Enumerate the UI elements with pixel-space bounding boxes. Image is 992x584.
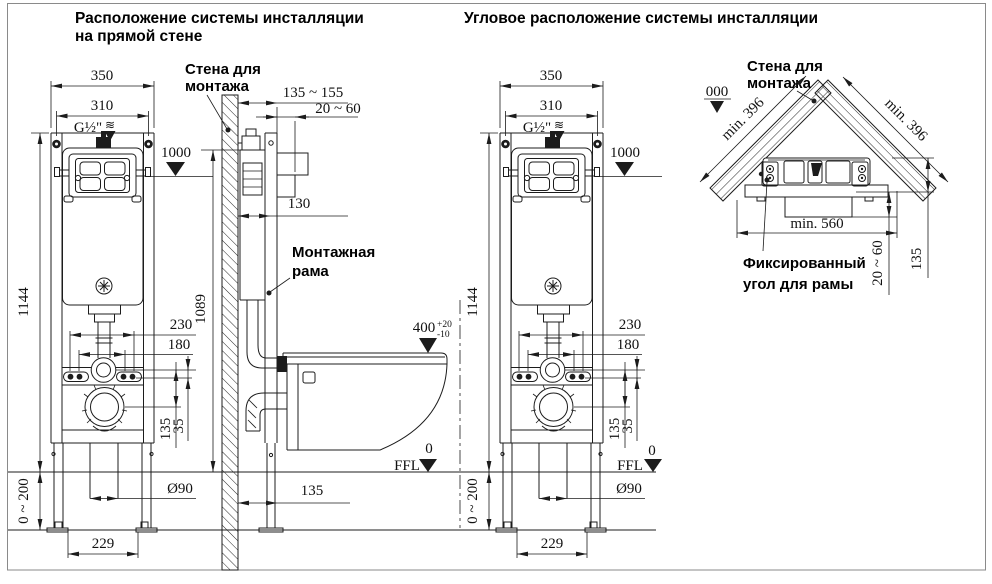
dim-230: 230 bbox=[169, 317, 193, 333]
dim-35: 35 bbox=[171, 418, 187, 434]
title-corner: Угловое расположение системы инсталляции bbox=[464, 10, 819, 27]
dim-135-floor: 135 bbox=[300, 483, 324, 499]
dim-drain-90: Ø90 bbox=[167, 481, 193, 497]
dim-350: 350 bbox=[539, 68, 563, 84]
dim-min-396-right: min. 396 bbox=[881, 95, 931, 145]
ffl-label: FFL bbox=[617, 458, 643, 474]
label-corner-wall-line2: монтажа bbox=[747, 75, 811, 92]
label-wall-line1: Стена для bbox=[185, 61, 261, 78]
title-straight-wall-line1: Расположение системы инсталляции bbox=[75, 10, 364, 27]
label-corner-wall-line1: Стена для bbox=[747, 58, 823, 75]
mounting-wall bbox=[222, 95, 238, 570]
label-wall-line2: монтажа bbox=[185, 78, 249, 95]
water-supply-icon: ≋ bbox=[553, 118, 565, 132]
dim-min-560: min. 560 bbox=[790, 216, 844, 232]
dim-1000: 1000 bbox=[610, 145, 640, 161]
dim-min-396-left: min. 396 bbox=[718, 94, 768, 144]
label-frame-line1: Монтажная bbox=[292, 244, 376, 261]
side-view bbox=[185, 61, 460, 570]
water-supply-icon: ≋ bbox=[104, 118, 116, 132]
dim-cladding: 20 ~ 60 bbox=[315, 101, 361, 117]
dim-thread: G½" bbox=[522, 120, 552, 136]
label-frame-line2: рама bbox=[292, 263, 329, 280]
title-straight-wall-line2: на прямой стене bbox=[75, 28, 203, 45]
dim-230: 230 bbox=[618, 317, 642, 333]
dim-bowl-tol-minus: -10 bbox=[437, 330, 450, 340]
dim-35: 35 bbox=[620, 418, 636, 434]
dim-corner-cladding: 20 ~ 60 bbox=[870, 240, 886, 286]
dim-180: 180 bbox=[167, 337, 191, 353]
label-fixed-corner-line2: угол для рамы bbox=[743, 276, 854, 293]
front-view-left bbox=[16, 68, 213, 558]
ffl-zero: 0 bbox=[648, 443, 656, 459]
dim-1144: 1144 bbox=[465, 287, 481, 317]
dim-310: 310 bbox=[90, 98, 114, 114]
dim-bowl-tol-plus: +20 bbox=[437, 320, 452, 330]
dim-130: 130 bbox=[287, 196, 311, 212]
dim-1000: 1000 bbox=[161, 145, 191, 161]
datum-000: 000 bbox=[705, 84, 729, 100]
dim-drain-90: Ø90 bbox=[616, 481, 642, 497]
floor-lines bbox=[8, 472, 656, 530]
label-fixed-corner-line1: Фиксированный bbox=[743, 255, 866, 272]
dim-310: 310 bbox=[539, 98, 563, 114]
dim-bowl-height: 400 bbox=[412, 320, 436, 336]
dim-229: 229 bbox=[540, 536, 564, 552]
dim-feet-range: 0 ~ 200 bbox=[16, 478, 32, 524]
ffl-label: FFL bbox=[394, 458, 420, 474]
dim-depth-range: 135 ~ 155 bbox=[282, 85, 344, 101]
dim-feet-range: 0 ~ 200 bbox=[465, 478, 481, 524]
dim-135: 135 bbox=[158, 417, 174, 441]
dim-135: 135 bbox=[607, 417, 623, 441]
ffl-zero: 0 bbox=[425, 441, 433, 457]
front-view-right bbox=[465, 68, 662, 558]
dim-229: 229 bbox=[91, 536, 115, 552]
dim-thread: G½" bbox=[73, 120, 103, 136]
titles bbox=[75, 10, 818, 45]
dim-corner-135: 135 bbox=[909, 247, 925, 271]
dim-180: 180 bbox=[616, 337, 640, 353]
dim-1144: 1144 bbox=[16, 287, 32, 317]
dim-1089: 1089 bbox=[193, 294, 209, 324]
corner-view bbox=[700, 58, 948, 295]
dim-350: 350 bbox=[90, 68, 114, 84]
